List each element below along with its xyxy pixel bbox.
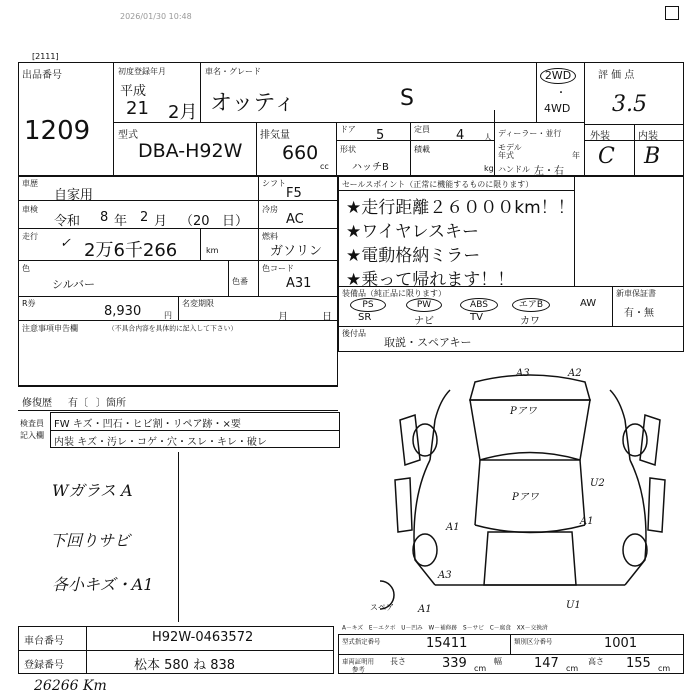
type-num-value: 15411 [426,636,468,651]
handwritten-note-3: 各小キズ・A1 [52,575,154,594]
equipment-label: 装備品（純正品に限ります） [342,289,446,298]
doors-value: 5 [376,128,385,143]
new-manual-label: 新車保証書 [616,289,656,298]
interior-label: 内装 [638,131,658,142]
inspection-year-unit: 年 [114,214,128,229]
car-grade: S [400,86,414,111]
drive-dot: ・ [556,88,566,99]
repair-value: 有〔 [68,398,88,409]
exterior-grade: C [598,144,615,169]
vehicle-cert-sub: 参考 [352,665,365,674]
parts-value: 取説・スペアキー [384,336,472,349]
first-reg-era: 平成 [120,84,147,99]
sheet-code: [2111] [32,52,59,61]
shape-value: ハッチB [352,162,389,173]
capacity-unit: 人 [484,133,492,142]
equip-aw: AW [580,298,597,309]
model-year-label: モデル 年式 [498,143,522,160]
width-label: 幅 [494,657,502,666]
ac-label: 冷房 [262,205,278,214]
fuel-label: 燃料 [262,232,278,241]
chassis-value: H92W-0463572 [152,630,254,645]
spare-label: スペア [370,603,394,612]
capacity-value: 4 [456,128,465,143]
recycle-label: R券 [22,299,36,308]
height-unit: cm [658,664,671,673]
capacity-label: 定員 [414,125,430,134]
width-unit: cm [566,664,579,673]
repair-label: 修復歴 [22,398,52,409]
colorcode-value: A31 [286,276,312,291]
inspector-int-row: 内装 キズ・汚レ・コゲ・穴・スレ・キレ・破レ [54,437,267,448]
handle-value: 左・右 [534,166,564,177]
drive-4wd: 4WD [544,102,571,115]
handwritten-mileage: 26266 Km [34,678,107,694]
sales-label: セールスポイント（正常に機能するものに限ります） [342,180,534,189]
color-value: シルバー [52,278,95,291]
shape-label: 形状 [340,145,356,154]
class-num-label: 類別区分番号 [514,637,553,646]
notes-sub: （不具合内容を具体的に記入して下さい） [108,324,238,333]
recycle-unit: 円 [164,311,172,320]
corner-checkbox [665,6,679,20]
mileage-label: 走行 [22,232,38,241]
width-value: 147 [534,656,559,671]
mileage-check: ✓ [60,236,71,251]
notes-label: 注意事項申告欄 [22,324,78,333]
mileage-unit: km [206,246,219,255]
mark-a1-left: A1 [446,522,460,533]
first-reg-year: 21 [126,98,149,119]
equip-abs: ABS [460,298,498,312]
history-value: 自家用 [54,188,94,203]
first-reg-month: 2月 [168,102,198,123]
history-label: 車歴 [22,179,38,188]
recycle-value: 8,930 [104,304,142,319]
length-label: 長さ [390,657,406,666]
exterior-label: 外装 [590,131,610,142]
displacement-label: 排気量 [260,130,290,141]
inspection-month-unit: 月 [154,214,168,229]
length-value: 339 [442,656,467,671]
chassis-label: 車台番号 [24,636,64,647]
mileage-value: 2万6千266 [84,240,178,261]
name-change-day: 日 [322,312,332,323]
length-unit: cm [474,664,487,673]
handwritten-note-1: Wガラス A [52,481,133,500]
equip-leather: カワ [520,316,540,327]
inspector-label-2: 記入欄 [20,431,44,440]
new-manual-value: 有・無 [624,308,654,319]
equip-airbag: エアB [512,298,550,312]
handle-label: ハンドル [498,165,530,174]
handwritten-note-2: 下回りサビ [50,531,131,550]
lot-number: 1209 [24,116,91,146]
mark-p-top: Pアワ [510,406,537,417]
mark-u2: U2 [590,478,605,489]
mark-a1-right: A1 [580,516,594,527]
height-label: 高さ [588,657,604,666]
mark-a3-bot: A3 [438,570,452,581]
damage-legend: A－キズ E－エクボ U－凹み W－補修跡 S－サビ C－腐食 XX－交換済 [342,624,548,631]
shift-value: F5 [286,186,302,201]
mark-p-mid: Pアワ [512,492,539,503]
equip-navi: ナビ [414,316,434,327]
load-unit: kg [484,164,494,173]
model-year-unit: 年 [572,151,580,160]
car-name-label: 車名・グレード [205,67,261,76]
inspector-label-1: 検査員 [20,419,44,428]
grade-score-value: 3.5 [612,92,647,117]
mark-a2-top: A2 [568,368,582,379]
inspection-year: 8 [100,210,109,225]
lot-label: 出品番号 [22,70,62,81]
plate-label: 登録番号 [24,660,64,671]
mark-u1: U1 [566,600,581,611]
interior-grade: B [644,144,661,169]
color-code-label: 色番 [232,277,248,286]
fuel-value: ガソリン [270,244,323,259]
car-name: オッティ [210,91,296,116]
equip-pw: PW [406,298,442,312]
model-code: DBA-H92W [138,140,243,162]
displacement-value: 660 [282,142,319,164]
load-label: 積載 [414,145,430,154]
name-change-label: 名変期限 [182,299,214,308]
equip-tv: TV [470,312,483,323]
vehicle-cert-label: 車両証明用 [342,657,374,666]
plate-value: 松本 580 ね 838 [134,658,236,673]
ac-value: AC [286,212,304,227]
height-value: 155 [626,656,651,671]
equip-ps: PS [350,298,386,312]
sales-point-1: ★走行距離２６０００km！！ [346,198,575,218]
color-label: 色 [22,264,30,273]
sales-point-2: ★ワイヤレスキー [346,222,480,242]
colorcode-label: 色コード [262,264,294,273]
type-num-label: 型式指定番号 [342,637,381,646]
sales-point-4: ★乗って帰れます！！ [346,270,515,290]
first-reg-label: 初度登録年月 [118,67,166,76]
doors-label: ドア [340,125,356,134]
parts-label: 後付品 [342,329,366,338]
print-timestamp: 2026/01/30 10:48 [120,12,192,21]
name-change-month: 月 [278,312,288,323]
equip-sr: SR [358,312,372,323]
inspector-fw-row: FW キズ・凹石・ヒビ割・リペア跡・×要 [54,419,241,430]
inspection-day-unit: 日） [222,214,249,229]
model-label: 型式 [118,130,138,141]
repair-close: 〕箇所 [96,398,126,409]
class-num-value: 1001 [604,636,638,651]
sales-point-3: ★電動格納ミラー [346,246,481,266]
inspection-day: （20 [180,214,210,229]
shift-label: シフト [262,179,286,188]
inspection-era: 令和 [54,214,81,229]
mark-a1-bot: A1 [418,604,432,615]
inspection-month: 2 [140,210,149,225]
grade-score-label: 評 価 点 [598,70,635,81]
displacement-unit: cc [320,162,329,171]
dealer-label: ディーラー・並行 [498,129,562,138]
mark-a3-top: A3 [516,368,530,379]
drive-2wd-circled: 2WD [540,68,576,84]
inspection-label: 車検 [22,205,38,214]
